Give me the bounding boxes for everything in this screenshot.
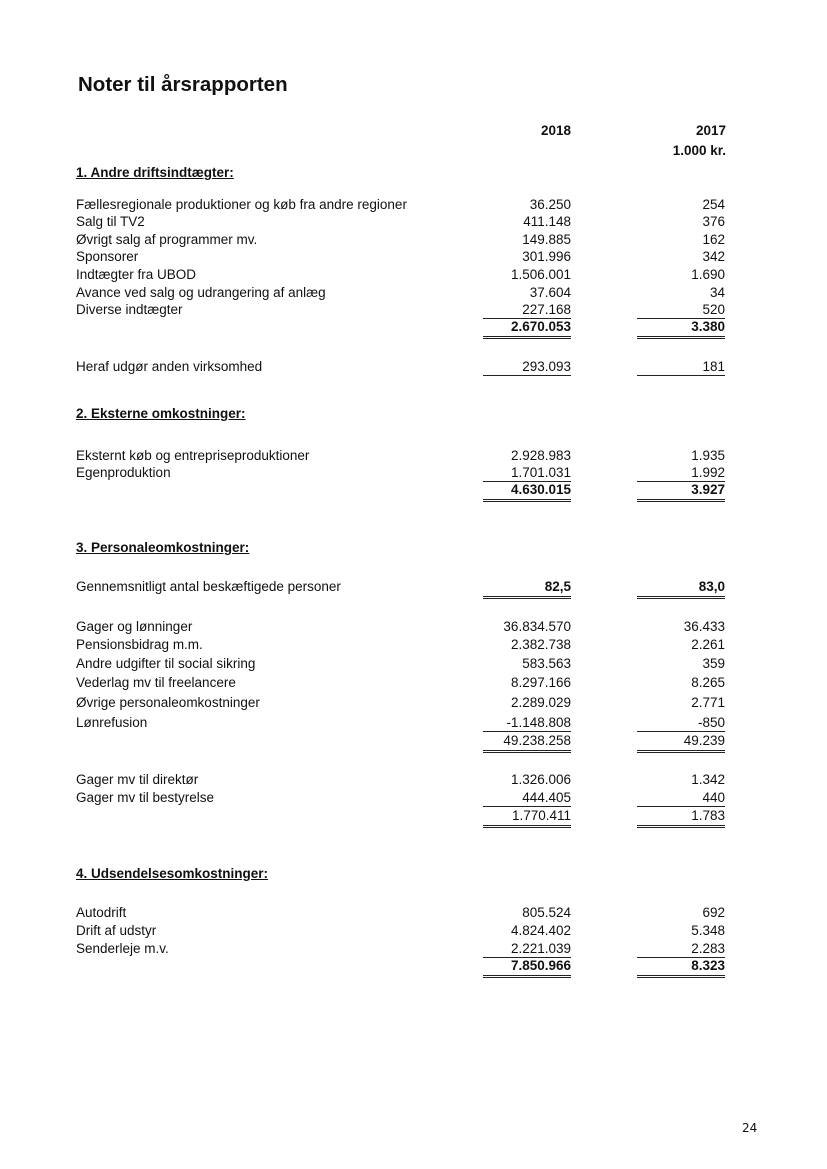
value-2018: 583.563 — [522, 656, 571, 671]
table-row — [0, 359, 827, 377]
value-2017: 692 — [702, 905, 725, 920]
value-2017: 34 — [709, 285, 725, 300]
value-2018: 2.928.983 — [510, 448, 571, 463]
row-label: Pensionsbidrag m.m. — [76, 637, 203, 652]
total-row — [0, 579, 827, 597]
value-2018: 411.148 — [523, 214, 571, 229]
value-2017: 83,0 — [637, 579, 725, 599]
table-row — [0, 448, 827, 466]
row-label: Øvrige personaleomkostninger — [76, 695, 260, 710]
value-2018: 2.670.053 — [483, 319, 571, 339]
value-2018: 805.524 — [522, 905, 571, 920]
row-label: Salg til TV2 — [76, 214, 145, 229]
row-label: Fællesregionale produktioner og køb fra andre regioner — [76, 197, 407, 212]
row-label: Gager og lønninger — [76, 619, 193, 634]
value-2018: 8.297.166 — [510, 675, 571, 690]
value-2017: 1.783 — [637, 808, 725, 828]
value-2017: 520 — [637, 302, 725, 319]
value-2018: 444.405 — [483, 790, 571, 807]
row-label: Avance ved salg og udrangering af anlæg — [76, 285, 326, 300]
row-label: Heraf udgør anden virksomhed — [76, 359, 263, 374]
value-2018: 49.238.258 — [483, 733, 571, 753]
row-label: Gager mv til direktør — [76, 772, 199, 787]
section-heading: 3. Personaleomkostninger: — [76, 540, 250, 555]
section-heading: 2. Eksterne omkostninger: — [76, 406, 246, 421]
value-2018: 149.885 — [522, 232, 571, 247]
value-2018: 36.834.570 — [503, 619, 571, 634]
row-label: Autodrift — [76, 905, 127, 920]
value-2018: 82,5 — [483, 579, 571, 599]
value-2018: 2.289.029 — [510, 695, 571, 710]
page-number: 24 — [742, 1121, 758, 1135]
value-2017: 181 — [637, 359, 725, 376]
value-2018: 1.326.006 — [510, 772, 571, 787]
unit-label: 1.000 kr. — [672, 143, 726, 158]
row-label: Indtægter fra UBOD — [76, 267, 197, 282]
value-2018: 301.996 — [522, 249, 571, 264]
value-2017: 359 — [702, 656, 725, 671]
table-row — [0, 637, 827, 655]
table-row — [0, 465, 827, 483]
column-header-2017: 2017 — [695, 123, 726, 138]
row-label: Vederlag mv til freelancere — [76, 675, 236, 690]
row-label: Øvrigt salg af programmer mv. — [76, 232, 258, 247]
table-row — [0, 619, 827, 637]
column-header-2018: 2018 — [540, 123, 571, 138]
total-row — [0, 482, 827, 500]
row-label: Drift af udstyr — [76, 923, 157, 938]
value-2017: -850 — [637, 715, 725, 732]
table-row — [0, 923, 827, 941]
row-label: Egenproduktion — [76, 465, 171, 480]
row-label: Sponsorer — [76, 249, 139, 264]
table-row — [0, 249, 827, 267]
value-2018: 1.701.031 — [483, 465, 571, 482]
value-2017: 342 — [702, 249, 725, 264]
value-2017: 2.261 — [691, 637, 725, 652]
row-label: Eksternt køb og entrepriseproduktioner — [76, 448, 310, 463]
value-2017: 3.380 — [637, 319, 725, 339]
table-row — [0, 656, 827, 674]
page-title: Noter til årsrapporten — [78, 73, 288, 96]
value-2018: -1.148.808 — [483, 715, 571, 732]
value-2017: 376 — [702, 214, 725, 229]
value-2018: 227.168 — [483, 302, 571, 319]
value-2017: 5.348 — [691, 923, 725, 938]
value-2018: 1.506.001 — [510, 267, 571, 282]
value-2017: 162 — [702, 232, 725, 247]
section-heading: 1. Andre driftsindtægter: — [76, 165, 234, 180]
table-row — [0, 715, 827, 733]
total-row — [0, 319, 827, 337]
total-row — [0, 808, 827, 826]
total-row — [0, 958, 827, 976]
value-2017: 2.283 — [637, 941, 725, 958]
value-2018: 4.824.402 — [510, 923, 571, 938]
value-2018: 2.382.738 — [510, 637, 571, 652]
total-row — [0, 733, 827, 751]
table-row — [0, 695, 827, 713]
row-label: Andre udgifter til social sikring — [76, 656, 256, 671]
table-row — [0, 675, 827, 693]
table-row — [0, 905, 827, 923]
table-row — [0, 197, 827, 215]
value-2017: 440 — [637, 790, 725, 807]
value-2017: 2.771 — [691, 695, 725, 710]
value-2018: 7.850.966 — [483, 958, 571, 978]
table-row — [0, 302, 827, 320]
value-2017: 254 — [702, 197, 725, 212]
value-2018: 2.221.039 — [483, 941, 571, 958]
value-2018: 293.093 — [483, 359, 571, 376]
value-2017: 8.265 — [691, 675, 725, 690]
table-row — [0, 267, 827, 285]
value-2017: 8.323 — [637, 958, 725, 978]
value-2017: 3.927 — [637, 482, 725, 502]
table-row — [0, 790, 827, 808]
value-2017: 1.992 — [637, 465, 725, 482]
table-row — [0, 772, 827, 790]
table-row — [0, 941, 827, 959]
row-label: Lønrefusion — [76, 715, 148, 730]
row-label: Senderleje m.v. — [76, 941, 169, 956]
section-heading: 4. Udsendelsesomkostninger: — [76, 866, 269, 881]
value-2017: 36.433 — [683, 619, 725, 634]
table-row — [0, 214, 827, 232]
row-label: Gager mv til bestyrelse — [76, 790, 215, 805]
row-label: Gennemsnitligt antal beskæftigede personer — [76, 579, 341, 594]
value-2017: 1.342 — [691, 772, 725, 787]
value-2017: 1.690 — [691, 267, 725, 282]
value-2018: 37.604 — [529, 285, 571, 300]
value-2018: 1.770.411 — [483, 808, 571, 828]
value-2018: 4.630.015 — [483, 482, 571, 502]
table-row — [0, 285, 827, 303]
value-2018: 36.250 — [529, 197, 571, 212]
row-label: Diverse indtægter — [76, 302, 183, 317]
value-2017: 49.239 — [637, 733, 725, 753]
value-2017: 1.935 — [691, 448, 725, 463]
table-row — [0, 232, 827, 250]
